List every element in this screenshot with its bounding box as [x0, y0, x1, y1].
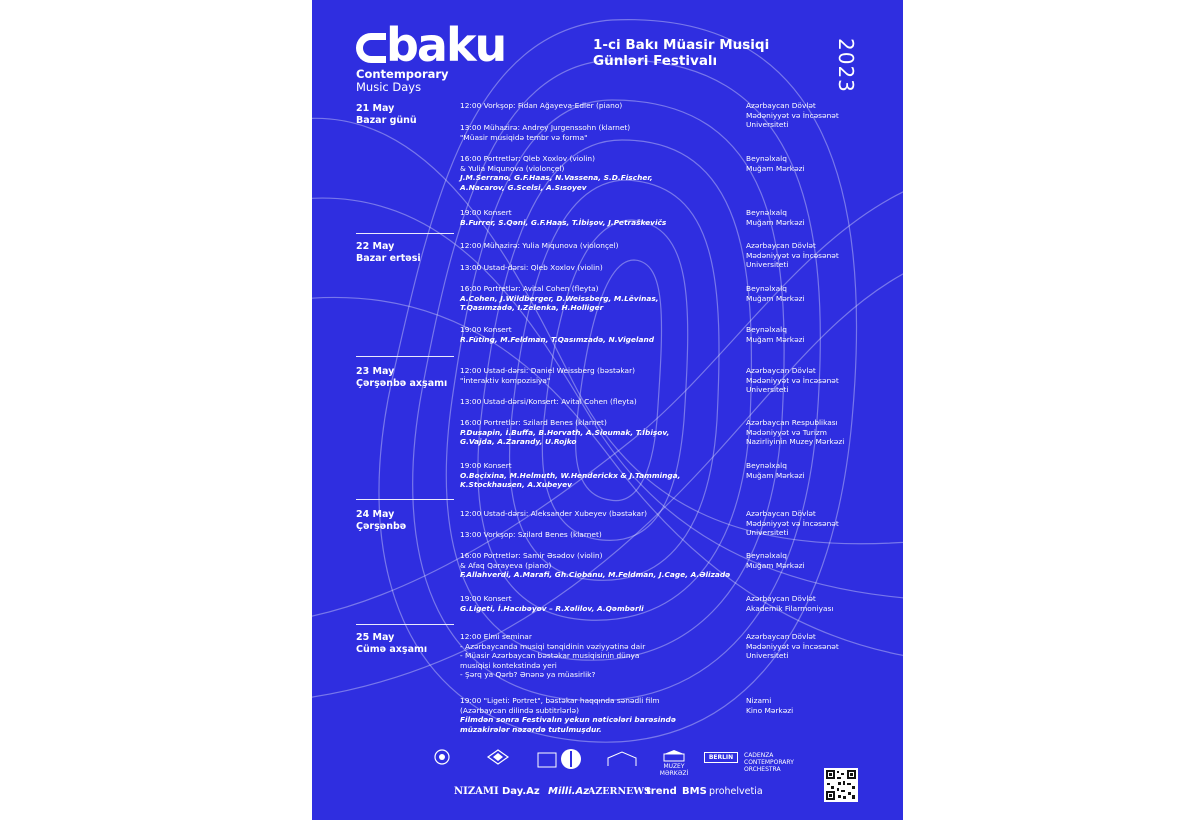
venue-line: Azərbaycan Dövlət	[746, 101, 816, 110]
event-text: 16:00 Portretlər: Avital Cohen (fleyta)	[460, 284, 599, 293]
sponsor-logo	[704, 752, 738, 763]
event-text: 19:00 Konsert	[460, 208, 512, 217]
event-composers: P.Dusapin, İ.Buffa, B.Horvath, A.Sioumak, T.İbişov,	[460, 427, 670, 437]
day-divider	[356, 356, 454, 357]
event-text: & Afaq Qarayeva (piano)	[460, 560, 552, 570]
event-text: 13:00 Ustad-dərsi: Qleb Xoxlov (violin)	[460, 263, 603, 272]
media-logo: trend	[646, 786, 677, 797]
venue-line: Azərbaycan Dövlət	[746, 632, 816, 641]
day-header	[356, 509, 454, 533]
berlin-logo-icon: BERLIN	[704, 752, 738, 763]
event-text: - Azərbaycanda musiqi tənqidinin vəziyyətinə dair	[460, 641, 646, 651]
event-composers: Filmdən sonra Festivalın yekun nəticələri barəsində	[460, 715, 676, 725]
venue-line: Mədəniyyət və İncəsənət	[746, 250, 839, 260]
logo-text: baku	[386, 18, 506, 72]
event-venue	[746, 366, 896, 395]
asu-logo-icon	[536, 750, 558, 770]
media-logo: NIZAMI	[454, 786, 499, 797]
event-text: 19:00 Konsert	[460, 594, 512, 603]
logo-subtitle-2: Music Days	[356, 80, 422, 94]
logo-subtitle: Contemporary	[356, 67, 449, 81]
media-logo: prohelvetia	[709, 786, 763, 797]
day-date: 21 May	[356, 103, 395, 114]
day-header	[356, 632, 454, 656]
venue-line: Universiteti	[746, 260, 789, 270]
schedule-event	[460, 509, 740, 519]
venue-line: Muğam Mərkəzi	[746, 470, 805, 480]
event-composers: G.Vajda, A.Zarandy, U.Rojko	[460, 437, 577, 447]
event-venue	[746, 208, 896, 227]
venue-line: Universiteti	[746, 651, 789, 661]
venue-line: Azərbaycan Dövlət	[746, 241, 816, 250]
event-text: 12:00 Ustad-dərsi: Daniel Weissberg (bəstəkar)	[460, 366, 635, 375]
event-text: 13:00 Ustad-dərsi/Konsert: Avital Cohen (fleyta)	[460, 397, 637, 406]
venue-line: Nazirliyinin Muzey Mərkəzi	[746, 437, 845, 447]
schedule-event	[460, 101, 740, 111]
event-text: 13:00 Vorkşop: Szilard Benes (klarnet)	[460, 530, 602, 539]
logo-wordmark	[356, 18, 506, 72]
schedule-event	[460, 530, 740, 540]
day-divider	[356, 499, 454, 500]
day-name: Bazar günü	[356, 115, 417, 126]
venue-line: Universiteti	[746, 120, 789, 130]
event-venue	[746, 154, 896, 173]
sponsor-logo	[476, 748, 520, 767]
event-text: 16:00 Portretlər: Szilard Benes (klarnet)	[460, 418, 607, 427]
day-divider	[356, 233, 454, 234]
sponsor-logo	[424, 748, 460, 767]
event-text: musiqisi kontekstində yeri	[460, 660, 557, 670]
venue-line: Beynəlxalq	[746, 461, 787, 470]
media-logo: BMS	[682, 786, 707, 797]
event-composers: G.Ligeti, İ.Hacıbəyov – R.Xəlilov, A.Qəmbərli	[460, 603, 644, 613]
event-text: - Müasir Azərbaycan bəstəkar musiqisinin dünya	[460, 651, 640, 661]
event-text: 13:00 Mühazirə: Andrey Jurgenssohn (klarnet)	[460, 123, 631, 132]
day-header	[356, 366, 454, 390]
day-name: Çərşənbə axşamı	[356, 378, 448, 389]
ornament-emblem-icon	[431, 748, 453, 766]
venue-line: Muğam Mərkəzi	[746, 293, 805, 303]
event-venue	[746, 325, 896, 344]
schedule-event	[460, 284, 740, 313]
day-header	[356, 241, 454, 265]
venue-line: Beynəlxalq	[746, 325, 787, 334]
cadenza-logo-icon: CADENZA CONTEMPORARY ORCHESTRA	[744, 752, 794, 773]
circle-logo-icon	[560, 748, 582, 770]
event-composers: J.M.Serrano, G.F.Haas, N.Vassena, S.D.Fischer,	[460, 173, 653, 183]
venue-line: Muğam Mərkəzi	[746, 217, 805, 227]
event-text: & Yulia Miqunova (violonçel)	[460, 163, 565, 173]
schedule-event	[460, 632, 740, 680]
event-venue	[746, 241, 896, 270]
schedule-event	[460, 418, 740, 447]
venue-line: Azərbaycan Dövlət	[746, 594, 816, 603]
event-text: 16:00 Portretlər: Qleb Xoxlov (violin)	[460, 154, 595, 163]
venue-line: Mədəniyyət və İncəsənət	[746, 518, 839, 528]
event-text: 19:00 "Ligeti: Portret", bəstəkar haqqında sənədli film	[460, 696, 660, 705]
venue-line: Muğam Mərkəzi	[746, 560, 805, 570]
logo-glyph-icon	[356, 33, 386, 63]
event-text: 12:00 Elmi seminar	[460, 632, 532, 641]
day-name: Cümə axşamı	[356, 644, 428, 655]
event-composers: K.Stockhausen, A.Xubeyev	[460, 480, 572, 490]
event-venue	[746, 418, 896, 447]
venue-line: Nizami	[746, 696, 772, 705]
event-composers: R.Füting, M.Feldman, T.Qasımzadə, N.Vigeland	[460, 334, 654, 344]
sponsor-logo	[534, 750, 560, 771]
day-header	[356, 103, 454, 127]
day-date: 23 May	[356, 366, 395, 377]
event-composers: A.Cohen, J.Wildberger, D.Weissberg, M.Lēvinas,	[460, 293, 659, 303]
event-composers: T.Qasımzadə, I.Zelenka, H.Holliger	[460, 303, 604, 313]
venue-line: Universiteti	[746, 528, 789, 538]
venue-line: Mədəniyyət və İncəsənət	[746, 110, 839, 120]
day-date: 25 May	[356, 632, 395, 643]
schedule-event	[460, 696, 740, 734]
event-text: (Azərbaycan dilində subtitrlərlə)	[460, 705, 579, 715]
venue-line: Universiteti	[746, 385, 789, 395]
event-text: 19:00 Konsert	[460, 461, 512, 470]
event-composers: B.Furrer, S.Qəni, G.F.Haas, T.İbişov, J.Petraškevičs	[460, 217, 667, 227]
event-composers: F.Allahverdi, A.Marafi, Gh.Ciobanu, M.Feldman, J.Cage, A.Əlizadə	[460, 570, 731, 580]
day-name: Çərşənbə	[356, 521, 407, 532]
venue-line: Azərbaycan Respublikası	[746, 418, 838, 427]
event-text: 12:00 Mühazirə: Yulia Miqunova (violonçel)	[460, 241, 619, 250]
ministry-emblem-icon	[486, 748, 510, 766]
event-composers: A.Nacarov, G.Scelsi, A.Sısoyev	[460, 182, 587, 192]
media-logo: AZERNEWS	[588, 786, 651, 797]
venue-line: Beynəlxalq	[746, 208, 787, 217]
sponsor-logo	[594, 750, 650, 769]
festival-title	[593, 37, 769, 69]
event-text: - Şərq ya Qərb? Ənənə ya müasirlik?	[460, 670, 596, 680]
event-text: 12:00 Vorkşop: Fidan Ağayeva-Edler (piano)	[460, 101, 623, 110]
festival-title-line2: Günləri Festivalı	[593, 53, 718, 69]
event-venue	[746, 461, 896, 480]
venue-line: Akademik Filarmoniyası	[746, 603, 834, 613]
venue-line: Azərbaycan Dövlət	[746, 366, 816, 375]
venue-line: Kino Mərkəzi	[746, 705, 794, 715]
festival-title-line1: 1-ci Bakı Müasir Musiqi	[593, 37, 770, 53]
day-name: Bazar ertəsi	[356, 253, 421, 264]
venue-line: Beynəlxalq	[746, 154, 787, 163]
venue-line: Mədəniyyət və İncəsənət	[746, 375, 839, 385]
schedule-event	[460, 208, 740, 227]
event-venue	[746, 696, 896, 715]
event-text: 12:00 Ustad-dərsi: Aleksander Xubeyev (bəstəkar)	[460, 509, 647, 518]
qr-code-icon[interactable]	[824, 768, 858, 802]
sponsor-logo	[744, 752, 802, 773]
event-composers: O.Boçixina, M.Helmuth, W.Henderickx & J.Tamminga,	[460, 470, 681, 480]
schedule-event	[460, 551, 740, 580]
schedule-event	[460, 366, 740, 385]
schedule-event	[460, 461, 740, 490]
event-text: 16:00 Portretlər: Samir Əsədov (violin)	[460, 551, 603, 560]
event-venue	[746, 551, 896, 570]
sponsor-logo	[560, 748, 582, 771]
venue-line: Muğam Mərkəzi	[746, 163, 805, 173]
media-logo: Milli.Az	[548, 786, 590, 797]
festival-logo	[356, 18, 506, 94]
schedule-event	[460, 241, 740, 251]
philharmonic-logo-icon	[605, 750, 639, 768]
event-venue	[746, 632, 896, 661]
schedule-event	[460, 154, 740, 192]
day-date: 24 May	[356, 509, 395, 520]
event-venue	[746, 101, 896, 130]
event-composers: müzakirələr nəzərdə tutulmuşdur.	[460, 724, 602, 734]
schedule-event	[460, 594, 740, 613]
schedule-event	[460, 123, 740, 142]
event-venue	[746, 594, 896, 613]
event-text: "Müasir musiqidə tembr və forma"	[460, 132, 588, 142]
day-date: 22 May	[356, 241, 395, 252]
venue-line: Beynəlxalq	[746, 284, 787, 293]
muzey-logo-icon	[662, 750, 686, 762]
schedule-event	[460, 263, 740, 273]
event-text: "İnteraktiv kompozisiya"	[460, 375, 551, 385]
event-venue	[746, 284, 896, 303]
schedule-event	[460, 325, 740, 344]
media-logo: Day.Az	[502, 786, 540, 797]
venue-line: Beynəlxalq	[746, 551, 787, 560]
venue-line: Mədəniyyət və İncəsənət	[746, 641, 839, 651]
schedule-event	[460, 397, 740, 407]
festival-poster	[312, 0, 903, 820]
sponsor-caption: MUZEY MƏRKƏZİ	[659, 763, 689, 777]
day-divider	[356, 624, 454, 625]
sponsor-logo	[650, 750, 698, 777]
venue-line: Muğam Mərkəzi	[746, 334, 805, 344]
festival-year: 2023	[834, 38, 858, 93]
venue-line: Azərbaycan Dövlət	[746, 509, 816, 518]
venue-line: Mədəniyyət və Turizm	[746, 427, 827, 437]
event-venue	[746, 509, 896, 538]
event-text: 19:00 Konsert	[460, 325, 512, 334]
